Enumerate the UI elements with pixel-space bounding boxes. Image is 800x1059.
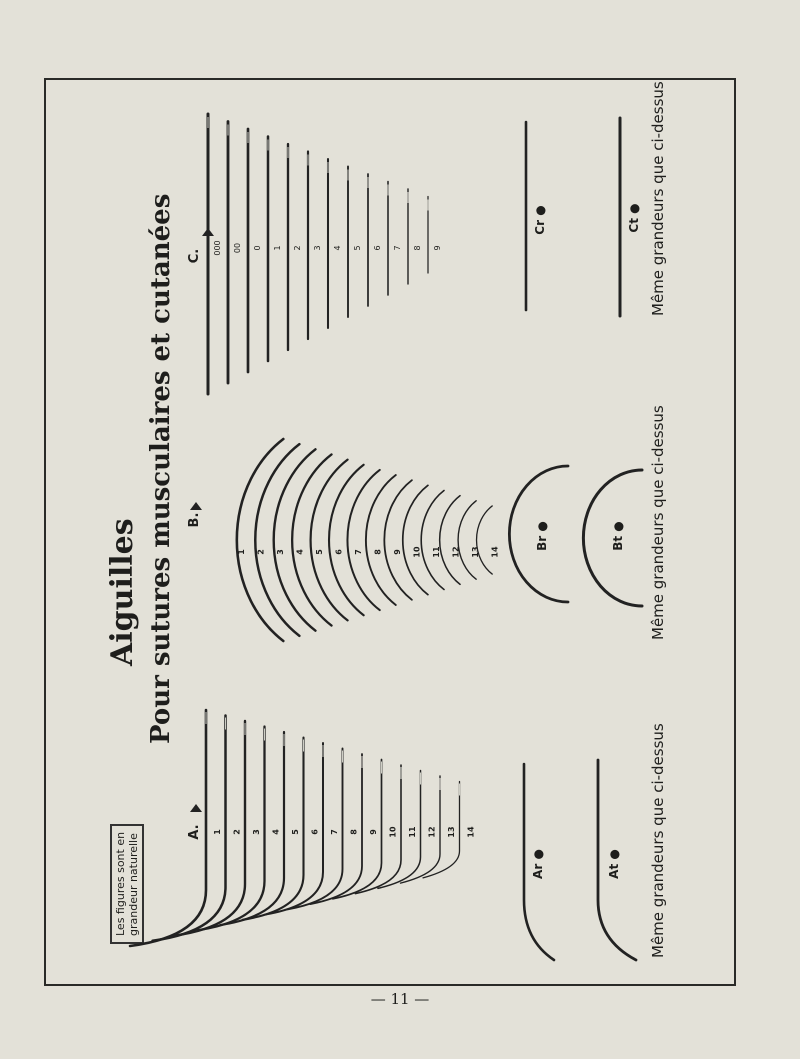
needle-b-14 [477,506,493,574]
needle-a-size-label: 12 [427,826,437,838]
needle-a-size-label: 6 [310,829,320,835]
needle-a-size-label: 10 [388,826,398,838]
needle-c-size-label: 00 [233,242,242,254]
needle-c-size-label: 9 [433,245,442,251]
needle-b-size-label: 9 [393,549,402,555]
needle-c-size-label: 0 [253,245,262,251]
needle-ct-label: Ct ● [627,203,641,233]
needle-a-9 [310,754,362,904]
needle-bt-label: Bt ● [611,521,625,551]
needle-b-10 [403,485,428,594]
needle-b-13 [458,501,476,579]
needle-b-size-label: 2 [256,549,266,555]
needle-b-size-label: 6 [334,549,344,555]
needle-b-9 [384,480,412,600]
needle-c-size-label: 6 [373,245,382,251]
needle-a-4 [198,727,265,931]
needle-a-8 [288,749,343,910]
needle-b-6 [329,465,364,615]
plate-stage [46,80,734,984]
group-b-label: B. [187,512,202,528]
group-a-triangle-icon [190,804,202,812]
needle-a-size-label: 11 [408,826,417,838]
needle-group-a [130,710,476,946]
needle-c-size-label: 7 [393,245,402,251]
needle-c-size-label: 1 [273,245,282,251]
needle-b-size-label: 11 [432,546,441,558]
needle-a-5 [220,732,284,925]
same-size-note-right: Même grandeurs que ci-dessus [649,81,667,316]
group-c-label: C. [187,248,202,264]
needle-a-size-label: 3 [252,829,261,835]
same-size-note-left: Même grandeurs que ci-dessus [649,723,667,958]
needle-br-label: Br ● [535,521,549,551]
plate-subtitle: Pour sutures musculaires et cutanées [146,193,176,744]
needle-c-size-label: 4 [333,245,342,251]
needle-c-size-label: 000 [213,240,222,256]
needle-extras [509,118,642,960]
plate-title: Aiguilles [105,518,140,666]
needle-b-size-label: 12 [451,546,461,558]
needle-b-size-label: 8 [373,549,383,555]
needle-a-size-label: 1 [213,829,222,835]
needle-cr-label: Cr ● [533,205,547,235]
needle-b-11 [421,491,444,590]
group-a-label: A. [187,824,202,840]
same-size-note-middle: Même grandeurs que ci-dessus [649,405,667,640]
needle-a-size-label: 2 [232,829,242,835]
needle-illustrations [46,80,734,984]
needle-at-label: At ● [607,849,621,879]
needle-b-size-label: 13 [471,546,480,558]
needle-b-size-label: 14 [490,546,500,558]
needle-a-7 [265,743,323,915]
needle-a-size-label: 8 [349,829,359,835]
needle-b-7 [347,470,379,610]
needle-b-size-label: 5 [315,549,324,555]
page-number: — 11 — [370,990,430,1008]
needle-group-b [187,439,500,641]
needle-b-size-label: 7 [354,549,363,555]
needle-b-size-label: 1 [237,549,246,555]
needle-a-size-label: 13 [447,826,456,838]
needle-a-size-label: 9 [369,829,378,835]
needle-a-3 [175,721,245,936]
needle-ar-label: Ar ● [531,849,545,879]
needle-b-8 [366,475,396,605]
needle-a-10 [333,760,382,899]
needle-b-size-label: 10 [412,546,422,558]
needle-b-3 [274,449,316,630]
needle-a-6 [243,738,304,920]
scale-note-line2: grandeur naturelle [127,833,140,936]
plate-frame [44,78,736,986]
needle-b-12 [440,496,460,585]
scale-note-line1: Les figures sont en [114,831,127,936]
needle-b-size-label: 3 [276,549,285,555]
needle-c-size-label: 8 [413,245,422,251]
needle-group-c [187,114,442,394]
needle-a-size-label: 4 [271,829,281,835]
needle-b-size-label: 4 [295,549,305,555]
needle-c-size-label: 3 [313,245,322,251]
needle-a-size-label: 5 [291,829,300,835]
needle-c-size-label: 2 [293,245,302,251]
needle-b-4 [292,454,331,625]
group-b-triangle-icon [190,502,202,510]
needle-a-size-label: 7 [330,829,339,835]
needle-a-size-label: 14 [466,826,476,838]
needle-c-size-label: 5 [353,245,362,251]
